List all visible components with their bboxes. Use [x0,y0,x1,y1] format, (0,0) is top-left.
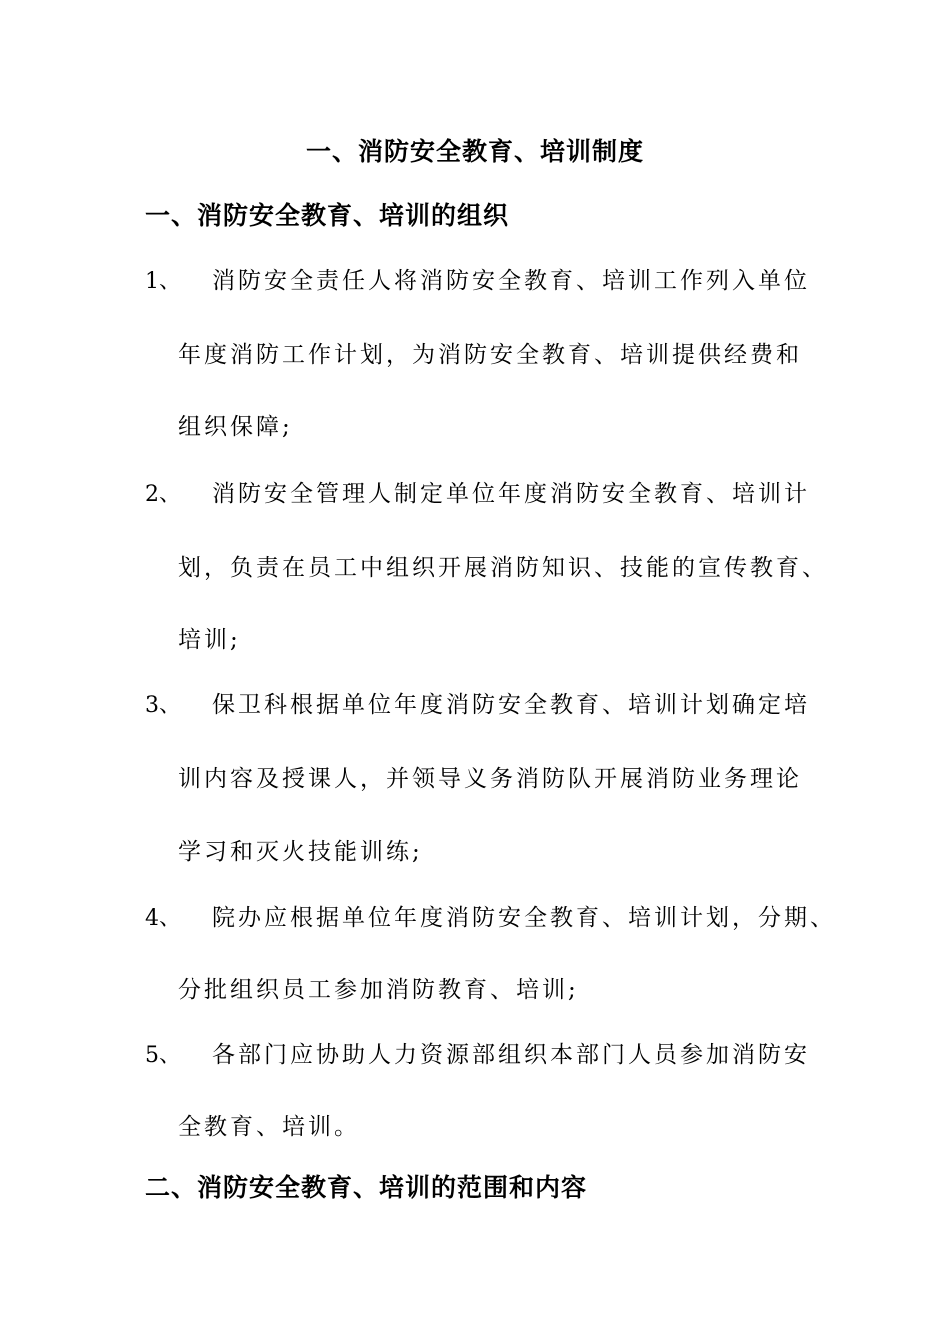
item-3-line-3: 学习和灭火技能训练; [178,839,423,865]
item-5-line-1: 各部门应协助人力资源部组织本部门人员参加消防安 [212,1042,810,1068]
item-1-line-3: 组织保障; [178,414,293,440]
document-title: 一、消防安全教育、培训制度 [305,137,644,166]
item-4-line-1: 院办应根据单位年度消防安全教育、培训计划，分期、 [212,905,836,931]
section-heading-organization: 一、消防安全教育、培训的组织 [145,201,510,230]
item-3-line-2: 训内容及授课人，并领导义务消防队开展消防业务理论 [178,766,802,792]
item-3-line-1: 保卫科根据单位年度消防安全教育、培训计划确定培 [212,692,810,718]
item-1-line-2: 年度消防工作计划，为消防安全教育、培训提供经费和 [178,342,802,368]
item-1-line-1: 消防安全责任人将消防安全教育、培训工作列入单位 [212,268,810,294]
item-5-line-2: 全教育、培训。 [178,1114,360,1140]
item-number-5: 5、 [145,1043,181,1068]
item-2-line-3: 培训; [178,627,241,653]
section-heading-scope-content: 二、消防安全教育、培训的范围和内容 [145,1173,588,1202]
item-number-3: 3、 [145,693,181,718]
item-4-line-2: 分批组织员工参加消防教育、培训; [178,977,579,1003]
item-number-1: 1、 [145,269,181,294]
item-number-2: 2、 [145,482,181,507]
item-number-4: 4、 [145,906,181,931]
item-2-line-1: 消防安全管理人制定单位年度消防安全教育、培训计 [212,481,810,507]
item-2-line-2: 划，负责在员工中组织开展消防知识、技能的宣传教育、 [178,555,828,581]
